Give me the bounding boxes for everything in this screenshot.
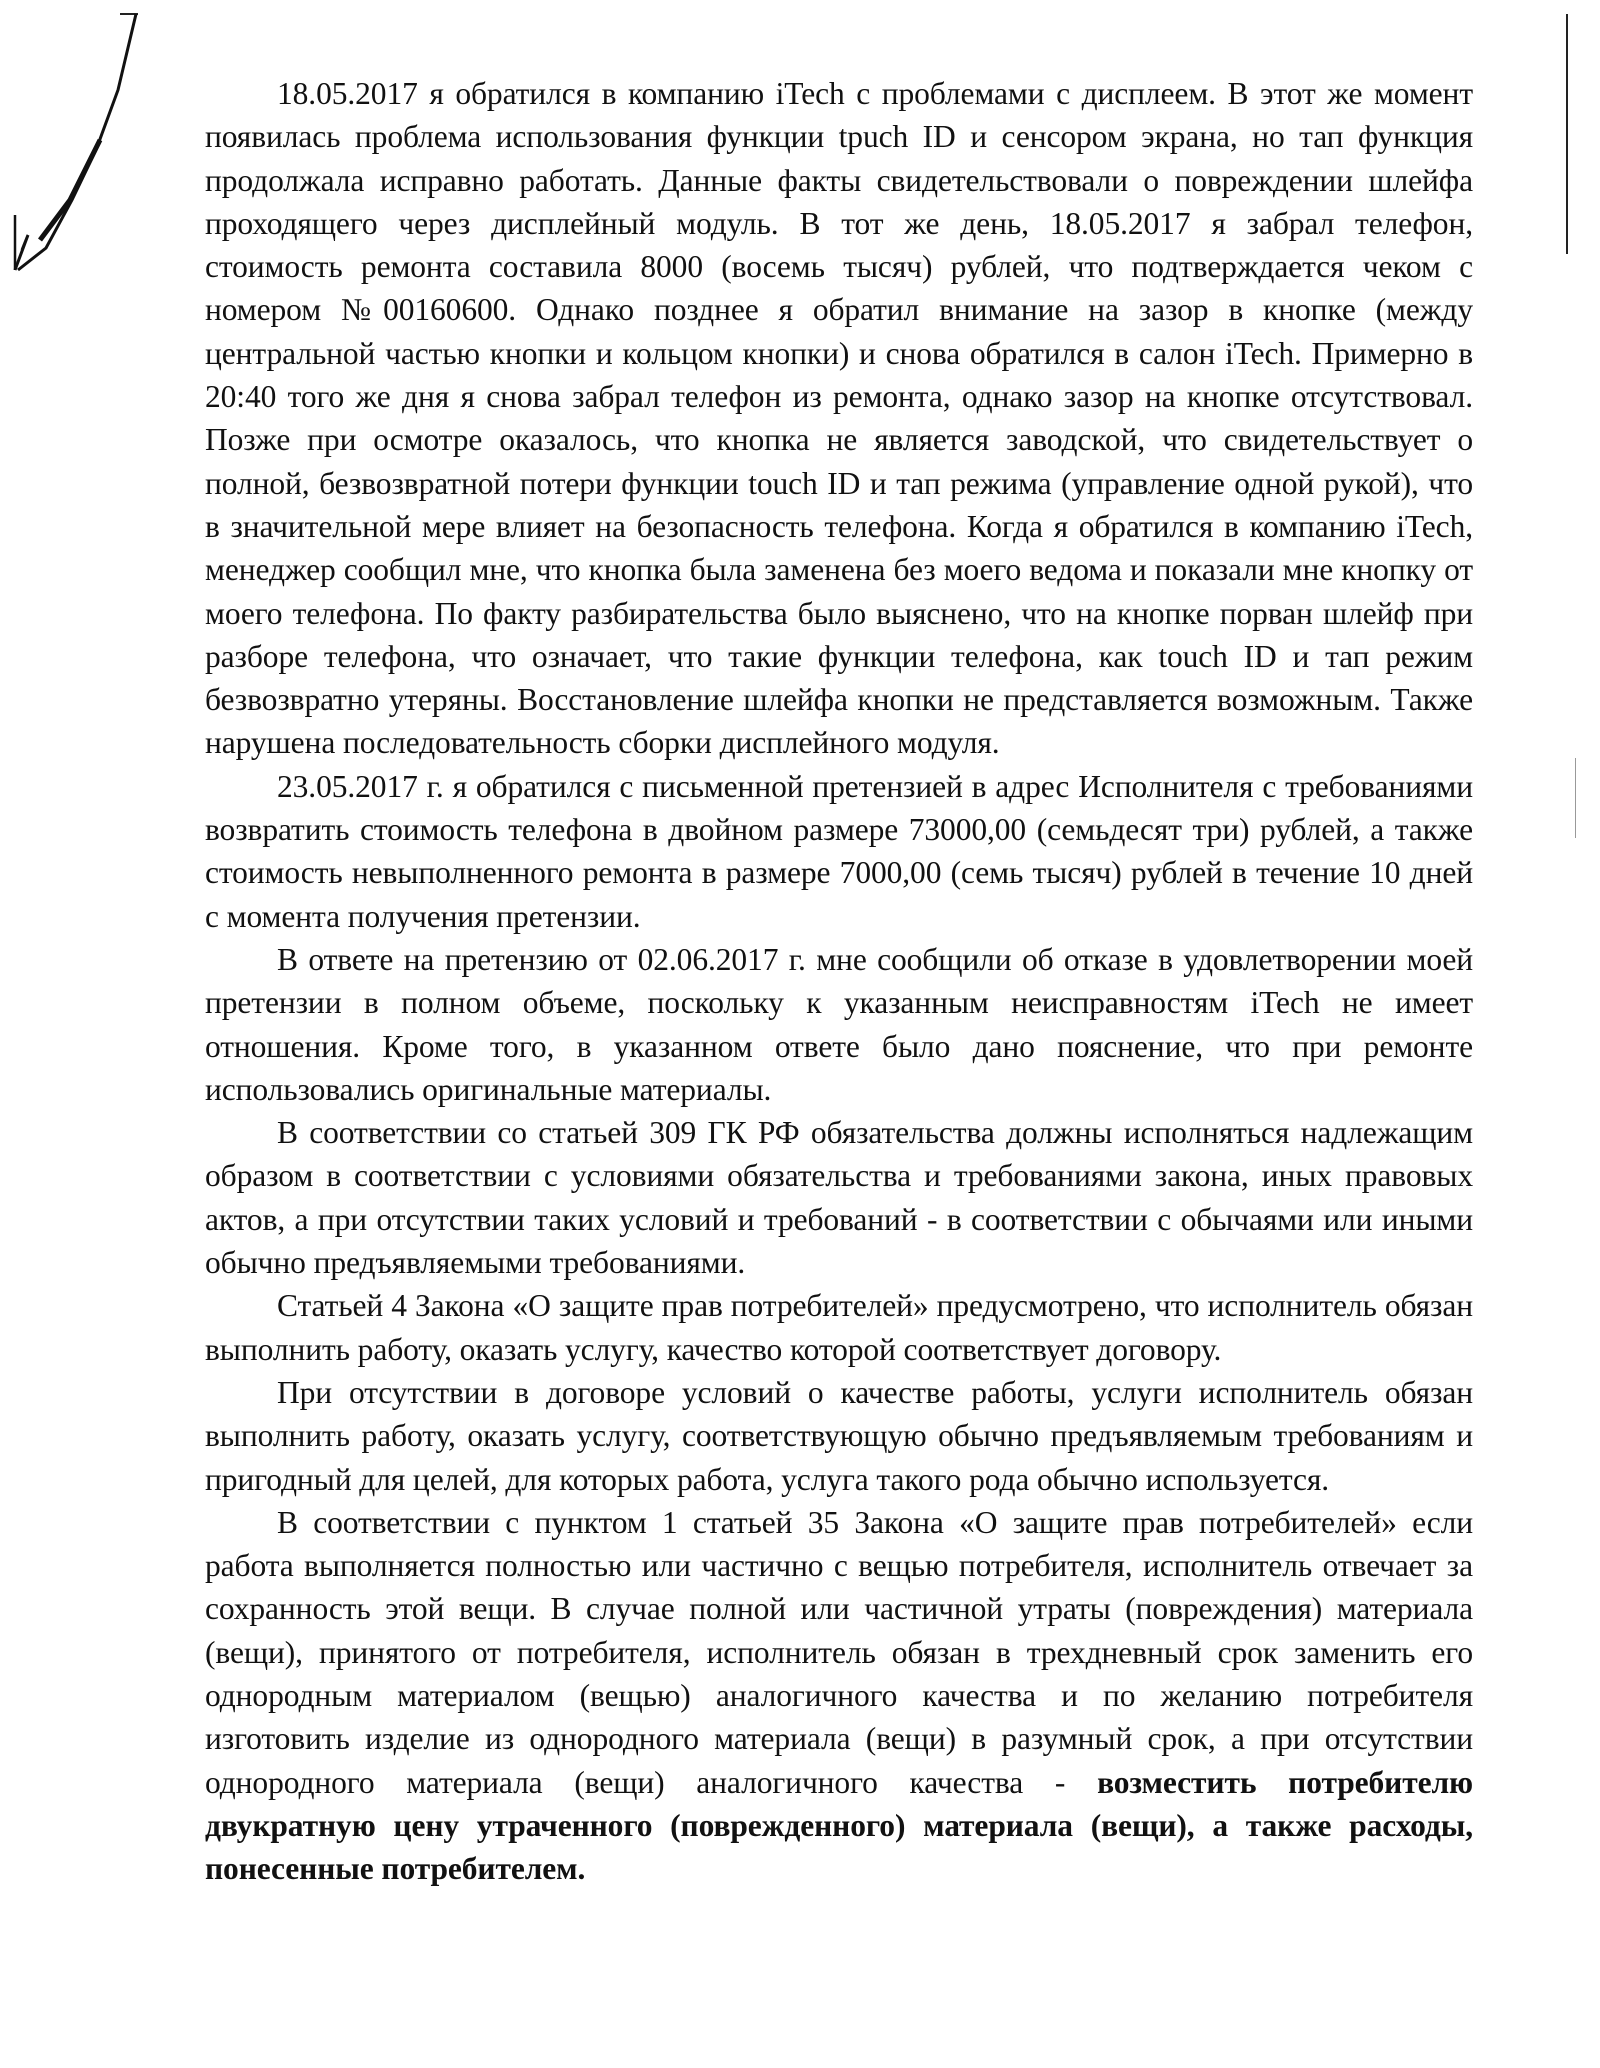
handwritten-pen-mark bbox=[0, 0, 160, 300]
scan-edge-mark bbox=[1575, 758, 1576, 838]
paragraph-article-35 bbox=[205, 1501, 1473, 1891]
article-35-text: В соответствии с пунктом 1 статьей 35 Закона «О защите прав потребителей» если работа выполняется полностью или частично с вещью потребителя, исполнитель отвечает за сохранность этой вещи. В случае полной или частичной утраты (повреждения) материала (вещи), принятого от потребителя, исполнитель обязан в трехдневный срок заменить его однородным материалом (вещью) аналогичного качества и по желанию потребителя изготовить изделие из однородного материала (вещи) в разумный срок, а при отсутствии однородного материала (вещи) аналогичного качества - bbox=[205, 1504, 1473, 1800]
paragraph-claim: 23.05.2017 г. я обратился с письменной претензией в адрес Исполнителя с требованиями возвратить стоимость телефона в двойном размере 73000,00 (семьдесят три) рублей, а также стоимость невыполненного ремонта в размере 7000,00 (семь тысяч) рублей в течение 10 дней с момента получения претензии. bbox=[205, 768, 1473, 934]
paragraph-response: В ответе на претензию от 02.06.2017 г. мне сообщили об отказе в удовлетворении моей претензии в полном объеме, поскольку к указанным неисправностям iTech не имеет отношения. Кроме того, в указанном ответе было дано пояснение, что при ремонте использовались оригинальные материалы. bbox=[205, 941, 1473, 1107]
paragraph-repair-history: 18.05.2017 я обратился в компанию iTech с проблемами с дисплеем. В этот же момент появилась проблема использования функции tpuch ID и сенсором экрана, но тап функция продолжала исправно работать. Данные факты свидетельствовали о повреждении шлейфа проходящего через дисплейный модуль. В тот же день, 18.05.2017 я забрал телефон, стоимость ремонта составила 8000 (восемь тысяч) рублей, что подтверждается чеком с номером №00160600. Однако позднее я обратил внимание на зазор в кнопке (между центральной частью кнопки и кольцом кнопки) и снова обратился в салон iTech. Примерно в 20:40 того же дня я снова забрал телефон из ремонта, однако зазор на кнопке отсутствовал. Позже при осмотре оказалось, что кнопка не является заводской, что свидетельствует о полной, безвозвратной потери функции touch ID и тап режима (управление одной рукой), что в значительной мере влияет на безопасность телефона. Когда я обратился в компанию iTech, менеджер сообщил мне, что кнопка была заменена без моего ведома и показали мне кнопку от моего телефона. По факту разбирательства было выяснено, что на кнопке порван шлейф при разборе телефона, что означает, что такие функции телефона, как touch ID и тап режим безвозвратно утеряны. Восстановление шлейфа кнопки не представляется возможным. Также нарушена последовательность сборки дисплейного модуля. bbox=[205, 76, 1473, 761]
paragraph-quality-absence: При отсутствии в договоре условий о качестве работы, услуги исполнитель обязан выполнить работу, оказать услугу, соответствующую обычно предъявляемым требованиям и пригодный для целей, для которых работа, услуга такого рода обычно используется. bbox=[205, 1374, 1473, 1497]
paragraph-article-4: Статьей 4 Закона «О защите прав потребителей» предусмотрено, что исполнитель обязан выполнить работу, оказать услугу, качество которой соответствует договору. bbox=[205, 1288, 1473, 1367]
paragraph-article-309: В соответствии со статьей 309 ГК РФ обязательства должны исполняться надлежащим образом в соответствии с условиями обязательства и требованиями закона, иных правовых актов, а при отсутствии таких условий и требований - в соответствии с обычаями или иными обычно предъявляемыми требованиями. bbox=[205, 1115, 1473, 1281]
document-body bbox=[205, 72, 1473, 1890]
scan-edge-line bbox=[1566, 14, 1568, 254]
article-35-bold-text: возместить потребителю двукратную цену утраченного (поврежденного) материала (вещи), а также расходы, понесенные потребителем. bbox=[205, 1764, 1473, 1887]
